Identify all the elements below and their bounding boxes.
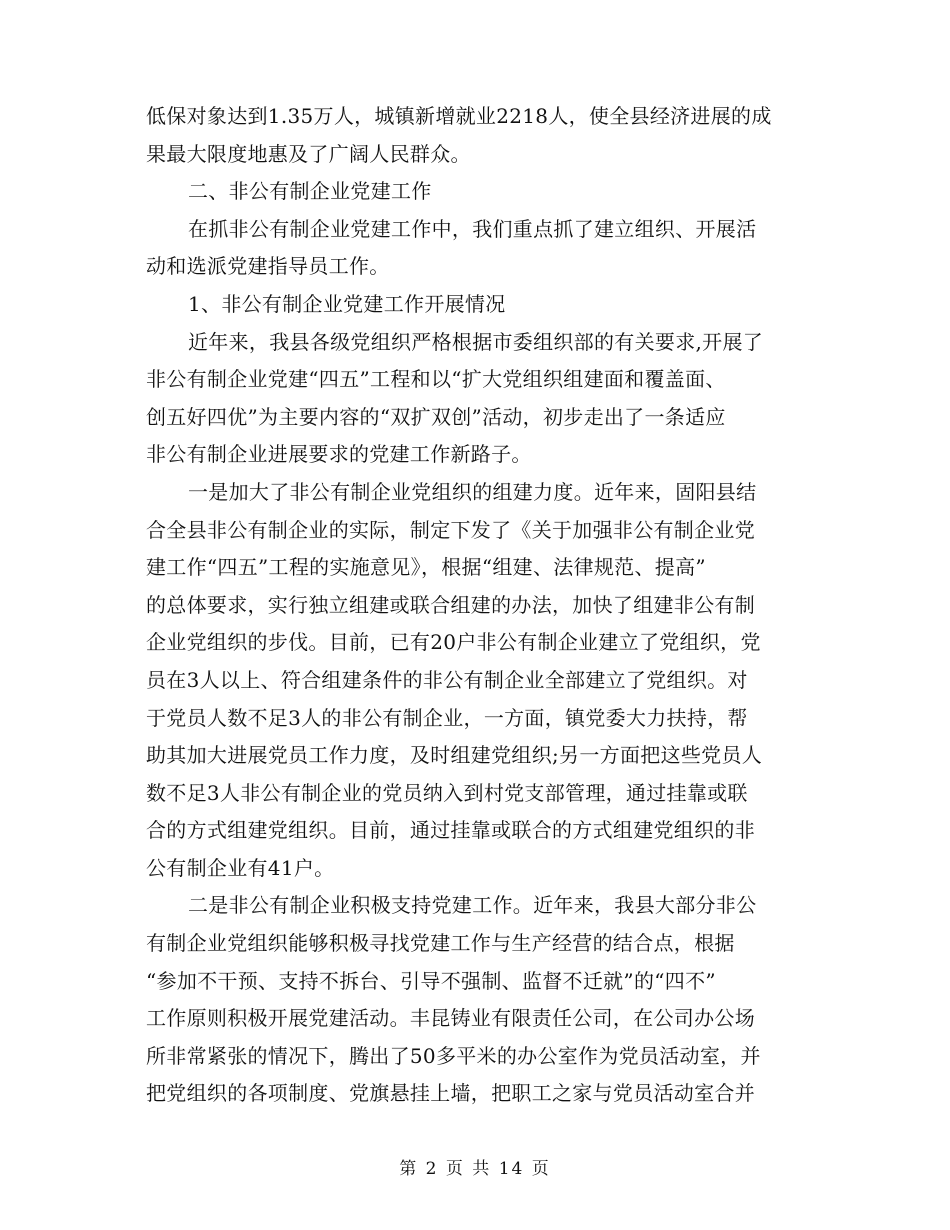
text-line: 工作原则积极开展党建活动。丰昆铸业有限责任公司，在公司办公场 bbox=[146, 1006, 755, 1031]
text-line: 把党组织的各项制度、党旗悬挂上墙，把职工之家与党员活动室合并 bbox=[146, 1081, 755, 1106]
page-footer: 第 2 页 共 14 页 bbox=[399, 1159, 551, 1179]
section-heading: 二、非公有制企业党建工作 bbox=[188, 179, 432, 204]
text-line: 所非常紧张的情况下，腾出了50多平米的办公室作为党员活动室，并 bbox=[146, 1043, 761, 1068]
text-line: 动和选派党建指导员工作。 bbox=[146, 254, 390, 279]
text-line: 非公有制企业进展要求的党建工作新路子。 bbox=[146, 442, 532, 467]
body-text bbox=[146, 98, 806, 1113]
subsection-heading: 1、非公有制企业党建工作开展情况 bbox=[188, 291, 506, 316]
text-line: 公有制企业有41户。 bbox=[146, 855, 335, 880]
text-line: 数不足3人非公有制企业的党员纳入到村党支部管理，通过挂靠或联 bbox=[146, 780, 748, 805]
text-line: 合的方式组建党组织。目前，通过挂靠或联合的方式组建党组织的非 bbox=[146, 818, 755, 843]
text-line: 非公有制企业党建“四五”工程和以“扩大党组织组建面和覆盖面、 bbox=[146, 367, 726, 392]
text-line: 助其加大进展党员工作力度，及时组建党组织;另一方面把这些党员人 bbox=[146, 743, 763, 768]
text-line: 的总体要求，实行独立组建或联合组建的办法，加快了组建非公有制 bbox=[146, 592, 755, 617]
text-line: 二是非公有制企业积极支持党建工作。近年来，我县大部分非公 bbox=[188, 893, 757, 918]
text-line: 在抓非公有制企业党建工作中，我们重点抓了建立组织、开展活 bbox=[188, 216, 757, 241]
text-line: 果最大限度地惠及了广阔人民群众。 bbox=[146, 141, 471, 166]
text-line: 员在3人以上、符合组建条件的非公有制企业全部建立了党组织。对 bbox=[146, 667, 748, 692]
text-line: 创五好四优”为主要内容的“双扩双创”活动，初步走出了一条适应 bbox=[146, 404, 726, 429]
text-line: 近年来，我县各级党组织严格根据市委组织部的有关要求,开展了 bbox=[188, 329, 764, 354]
text-line: 建工作“四五”工程的实施意见》，根据“组建、法律规范、提高” bbox=[146, 555, 706, 580]
text-line: 一是加大了非公有制企业党组织的组建力度。近年来，固阳县结 bbox=[188, 479, 757, 504]
text-line: “参加不干预、支持不拆台、引导不强制、监督不迁就”的“四不” bbox=[146, 968, 716, 993]
text-line: 于党员人数不足3人的非公有制企业，一方面，镇党委大力扶持，帮 bbox=[146, 705, 748, 730]
text-line: 企业党组织的步伐。目前，已有20户非公有制企业建立了党组织，党 bbox=[146, 630, 761, 655]
text-line: 有制企业党组织能够积极寻找党建工作与生产经营的结合点，根据 bbox=[146, 931, 735, 956]
text-line: 合全县非公有制企业的实际，制定下发了《关于加强非公有制企业党 bbox=[146, 517, 755, 542]
text-line: 低保对象达到1.35万人，城镇新增就业2218人，使全县经济进展的成 bbox=[146, 104, 772, 128]
